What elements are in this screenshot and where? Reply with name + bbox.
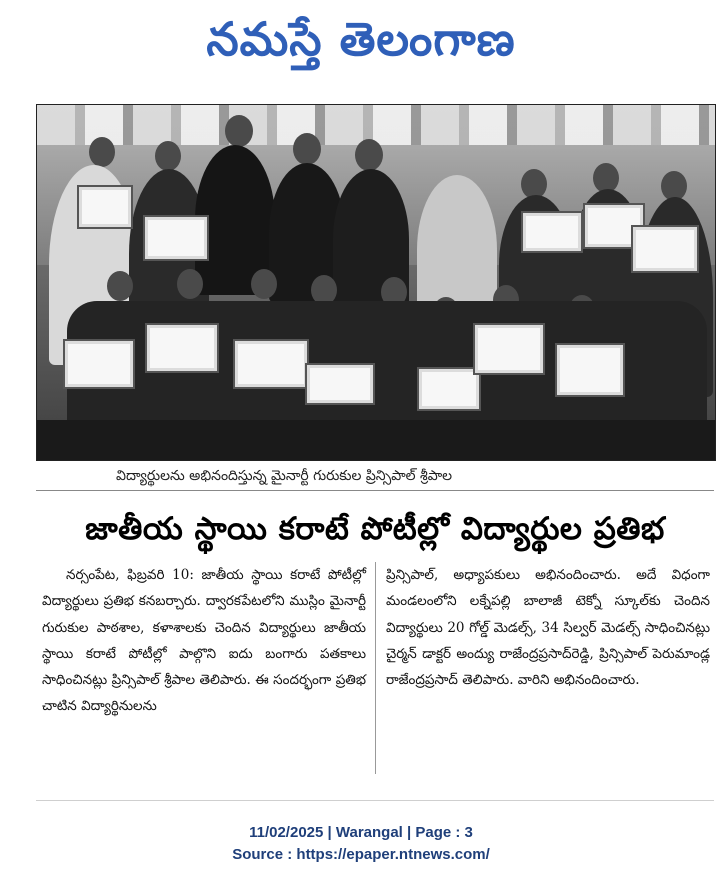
certificate (473, 323, 545, 375)
person-head (293, 133, 321, 165)
article-column-left: నర్సంపేట, ఫిబ్రవరి 10: జాతీయ స్థాయి కరాటే పోటీల్లో విద్యార్థులు ప్రతిభ కనబర్చారు. ద్వారకపేటలోని ముస్లిం మైనార్టీ గురుకుల పాఠశాల, కళాశాలకు చెందిన విద్యార్థులు జాతీయ స్థాయి కరాటే పోటీల్లో పాల్గొని ఐదు బంగారు పతకాలు సాధించినట్లు ప్రిన్సిపాల్ శ్రీపాల తెలిపారు. ఈ సందర్భంగా ప్రతిభ చాటిన విద్యార్థినులను (42, 567, 366, 715)
certificate (233, 339, 309, 389)
certificate (417, 367, 481, 411)
person-head (107, 271, 133, 301)
article-column-right: ప్రిన్సిపాల్, అధ్యాపకులు అభినందించారు. అదే విధంగా మండలంలోని లక్నేపల్లి బాలాజీ టెక్నో స్కూల్‌కు చెందిన విద్యార్థులు 20 గోల్డ్ మెడల్స్, 34 సిల్వర్ మెడల్స్ సాధించినట్లు చైర్మన్ డాక్టర్ అంద్యు రాజేంద్రప్రసాద్‌రెడ్డి, ప్రిన్సిపాల్ పెరుమాండ్ల రాజేంద్రప్రసాద్ తెలిపారు. వారిని అభినందించారు. (386, 567, 710, 689)
certificate (521, 211, 583, 253)
column-divider (375, 562, 376, 774)
certificate (145, 323, 219, 373)
news-photo (36, 104, 716, 461)
source-link[interactable]: Source : https://epaper.ntnews.com/ (232, 846, 490, 863)
person-head (225, 115, 253, 147)
article-headline: జాతీయ స్థాయి కరాటే పోటీల్లో విద్యార్థుల ప్రతిభ (85, 511, 665, 547)
page-bottom-rule (36, 800, 714, 801)
masthead (0, 0, 722, 90)
certificate (631, 225, 699, 273)
stage-decoration (37, 105, 715, 145)
article-body (36, 562, 714, 782)
certificate (77, 185, 133, 229)
page-footer (0, 822, 722, 866)
person-head (355, 139, 383, 171)
person-head (155, 141, 181, 171)
newspaper-title: నమస్తే తెలంగాణ (206, 12, 516, 66)
edition-info: 11/02/2025 | Warangal | Page : 3 (249, 824, 473, 841)
floor (37, 420, 715, 460)
photo-caption: విద్యార్థులను అభినందిస్తున్న మైనార్టీ గురుకుల ప్రిన్సిపాల్ శ్రీపాల (36, 462, 714, 491)
certificate (143, 215, 209, 261)
person-head (177, 269, 203, 299)
person-head (89, 137, 115, 167)
certificate (305, 363, 375, 405)
certificate (555, 343, 625, 397)
person-head (251, 269, 277, 299)
certificate (63, 339, 135, 389)
